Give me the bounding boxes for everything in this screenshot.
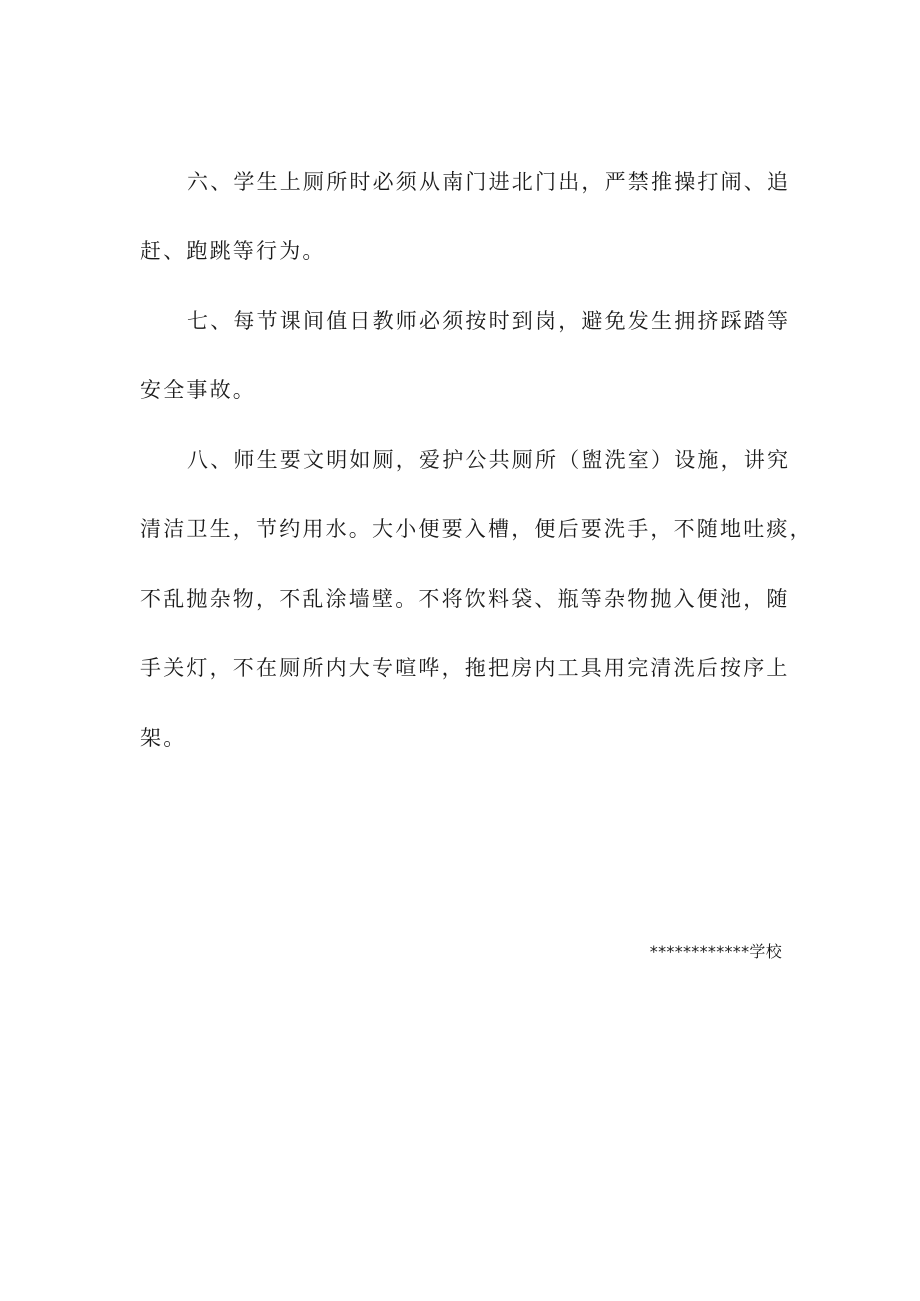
paragraph-line: 赶、跑跳等行为。 bbox=[140, 239, 326, 263]
paragraph-line: 安全事故。 bbox=[140, 378, 256, 402]
paragraph-line: 六、学生上厕所时必须从南门进北门出，严禁推操打闹、追 bbox=[187, 170, 791, 194]
paragraph-line: 七、每节课间值日教师必须按时到岗，避免发生拥挤踩踏等 bbox=[187, 309, 791, 333]
paragraph-line: 手关灯，不在厕所内大专喧哗，拖把房内工具用完清洗后按序上 bbox=[140, 656, 790, 680]
paragraph-line: 清洁卫生，节约用水。大小便要入槽，便后要洗手，不随地吐痰， bbox=[140, 517, 813, 541]
school-signature: ************学校 bbox=[649, 942, 782, 961]
paragraph-line: 架。 bbox=[140, 726, 187, 750]
paragraph-line: 不乱抛杂物，不乱涂墙壁。不将饮料袋、瓶等杂物抛入便池，随 bbox=[140, 587, 790, 611]
paragraph-line: 八、师生要文明如厕，爱护公共厕所（盥洗室）设施，讲究 bbox=[187, 448, 791, 472]
